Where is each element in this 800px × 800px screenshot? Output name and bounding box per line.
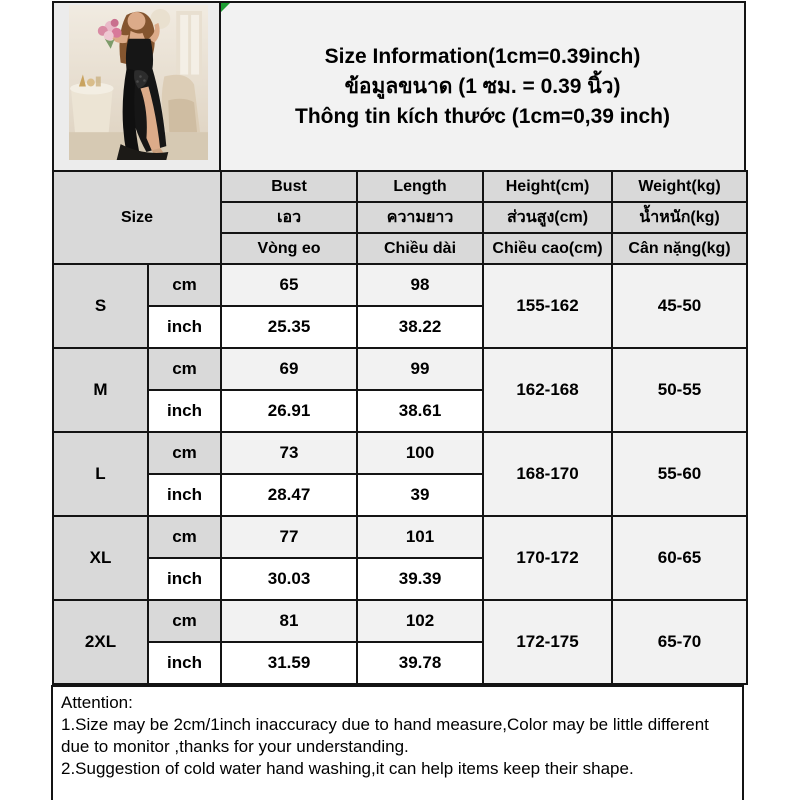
- header-row-en: [53, 171, 747, 202]
- unit-inch-label: inch: [148, 306, 221, 348]
- size-corner-cell: Size: [53, 171, 221, 264]
- unit-inch-label: inch: [148, 474, 221, 516]
- unit-inch-label: inch: [148, 558, 221, 600]
- header-bust-vi: Vòng eo: [221, 233, 357, 264]
- weight-range: 45-50: [612, 264, 747, 348]
- bust-inch-value: 30.03: [221, 558, 357, 600]
- title-thai: ข้อมูลขนาด (1 ซม. = 0.39 นิ้ว): [344, 74, 621, 98]
- length-cm-value: 102: [357, 600, 483, 642]
- size-table: [52, 170, 748, 685]
- header-length-en: Length: [357, 171, 483, 202]
- product-photo-cell: [54, 3, 221, 170]
- height-range: 172-175: [483, 600, 612, 684]
- title-english: Size Information(1cm=0.39inch): [324, 44, 641, 68]
- header-bust-en: Bust: [221, 171, 357, 202]
- height-range: 162-168: [483, 348, 612, 432]
- header-height-en: Height(cm): [483, 171, 612, 202]
- size-label: 2XL: [53, 600, 148, 684]
- table-row: [53, 348, 747, 390]
- unit-cm-label: cm: [148, 432, 221, 474]
- size-label: XL: [53, 516, 148, 600]
- length-cm-value: 98: [357, 264, 483, 306]
- header-height-th: ส่วนสูง(cm): [483, 202, 612, 233]
- bust-inch-value: 26.91: [221, 390, 357, 432]
- weight-range: 65-70: [612, 600, 747, 684]
- title-cell: [221, 3, 744, 170]
- header-length-th: ความยาว: [357, 202, 483, 233]
- bust-cm-value: 65: [221, 264, 357, 306]
- height-range: 155-162: [483, 264, 612, 348]
- unit-inch-label: inch: [148, 390, 221, 432]
- attention-note-line: due to monitor ,thanks for your understanding.: [61, 737, 409, 756]
- unit-cm-label: cm: [148, 600, 221, 642]
- weight-range: 60-65: [612, 516, 747, 600]
- table-row: [53, 516, 747, 558]
- header-weight-en: Weight(kg): [612, 171, 747, 202]
- length-cm-value: 101: [357, 516, 483, 558]
- length-inch-value: 39: [357, 474, 483, 516]
- unit-cm-label: cm: [148, 516, 221, 558]
- table-row: [53, 600, 747, 642]
- length-inch-value: 38.61: [357, 390, 483, 432]
- weight-range: 55-60: [612, 432, 747, 516]
- header-bust-th: เอว: [221, 202, 357, 233]
- length-inch-value: 39.78: [357, 642, 483, 684]
- unit-inch-label: inch: [148, 642, 221, 684]
- height-range: 168-170: [483, 432, 612, 516]
- header-height-vi: Chiều cao(cm): [483, 233, 612, 264]
- top-section: [52, 1, 746, 170]
- attention-note-line: 2.Suggestion of cold water hand washing,it can help items keep their shape.: [61, 759, 634, 778]
- attention-note-line: 1.Size may be 2cm/1inch inaccuracy due to hand measure,Color may be little different: [61, 715, 709, 734]
- header-weight-vi: Cân nặng(kg): [612, 233, 747, 264]
- title-vietnamese: Thông tin kích thước (1cm=0,39 inch): [295, 104, 670, 128]
- length-inch-value: 39.39: [357, 558, 483, 600]
- bust-inch-value: 25.35: [221, 306, 357, 348]
- table-row: [53, 432, 747, 474]
- bust-cm-value: 69: [221, 348, 357, 390]
- header-weight-th: น้ำหนัก(kg): [612, 202, 747, 233]
- attention-heading: Attention:: [61, 693, 133, 712]
- height-range: 170-172: [483, 516, 612, 600]
- bust-cm-value: 81: [221, 600, 357, 642]
- size-label: L: [53, 432, 148, 516]
- length-cm-value: 100: [357, 432, 483, 474]
- bust-inch-value: 28.47: [221, 474, 357, 516]
- weight-range: 50-55: [612, 348, 747, 432]
- product-photo: [69, 5, 208, 160]
- unit-cm-label: cm: [148, 264, 221, 306]
- table-row: [53, 264, 747, 306]
- length-inch-value: 38.22: [357, 306, 483, 348]
- size-label: M: [53, 348, 148, 432]
- header-length-vi: Chiều dài: [357, 233, 483, 264]
- unit-cm-label: cm: [148, 348, 221, 390]
- attention-notes: [51, 685, 744, 800]
- bust-cm-value: 77: [221, 516, 357, 558]
- size-label: S: [53, 264, 148, 348]
- excel-corner-flag-icon: [221, 3, 230, 12]
- sheet-content: [52, 1, 746, 800]
- length-cm-value: 99: [357, 348, 483, 390]
- bust-cm-value: 73: [221, 432, 357, 474]
- bust-inch-value: 31.59: [221, 642, 357, 684]
